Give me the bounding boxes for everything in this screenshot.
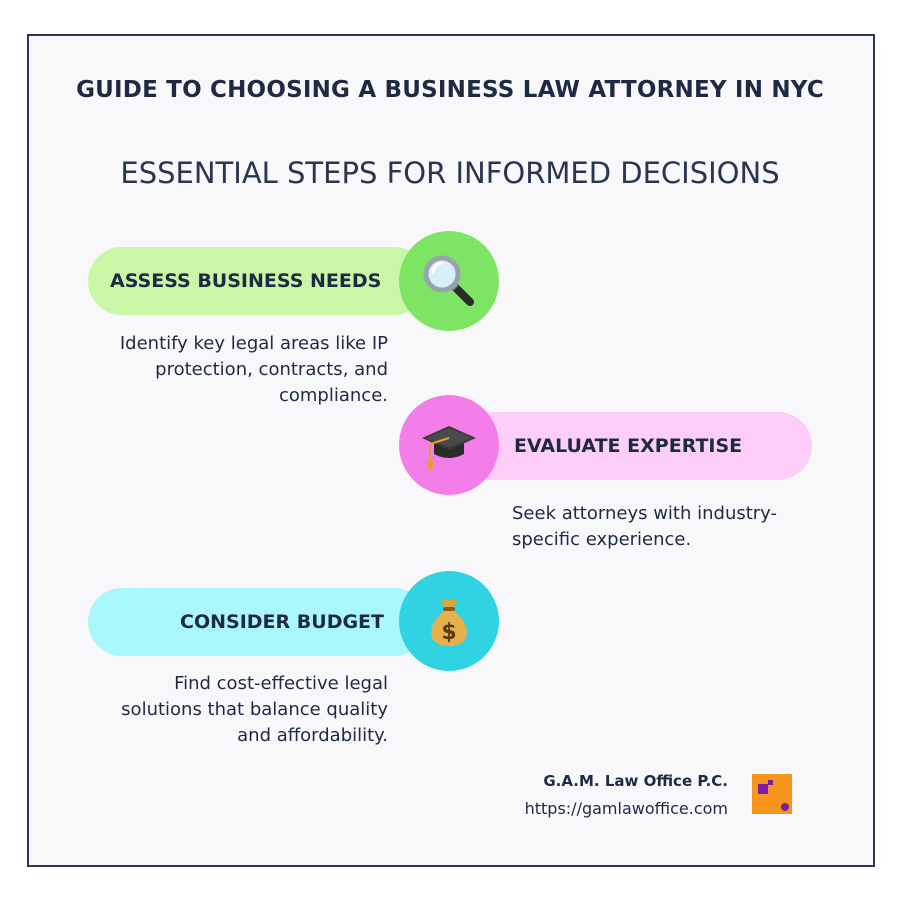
step-assess-pill — [88, 247, 428, 315]
step-assess-circle — [399, 231, 499, 331]
step-budget-circle — [399, 571, 499, 671]
money-bag-icon — [420, 592, 478, 650]
step-evaluate-description: Seek attorneys with industry-specific experience. — [512, 503, 778, 550]
brand-name: G.A.M. Law Office P.C. — [543, 772, 728, 790]
step-assess-description: Identify key legal areas like IP protection, contracts, and compliance. — [119, 333, 388, 406]
step-budget-label: CONSIDER BUDGET — [180, 611, 384, 633]
brand-url[interactable]: https://gamlawoffice.com — [524, 799, 728, 818]
graduation-cap-icon — [420, 416, 478, 474]
step-budget-pill — [88, 588, 428, 656]
step-budget-description: Find cost-effective legal solutions that balance quality and affordability. — [121, 673, 388, 746]
step-evaluate-pill — [460, 412, 812, 480]
page-title: GUIDE TO CHOOSING A BUSINESS LAW ATTORNEY IN NYC — [76, 77, 824, 103]
page-subtitle: ESSENTIAL STEPS FOR INFORMED DECISIONS — [120, 156, 780, 190]
step-evaluate-label: EVALUATE EXPERTISE — [514, 435, 743, 457]
magnifying-glass-icon — [420, 252, 478, 310]
svg-text:$: $ — [441, 620, 457, 645]
company-logo-icon — [752, 774, 792, 814]
step-assess-label: ASSESS BUSINESS NEEDS — [110, 270, 382, 292]
step-evaluate-circle — [399, 395, 499, 495]
